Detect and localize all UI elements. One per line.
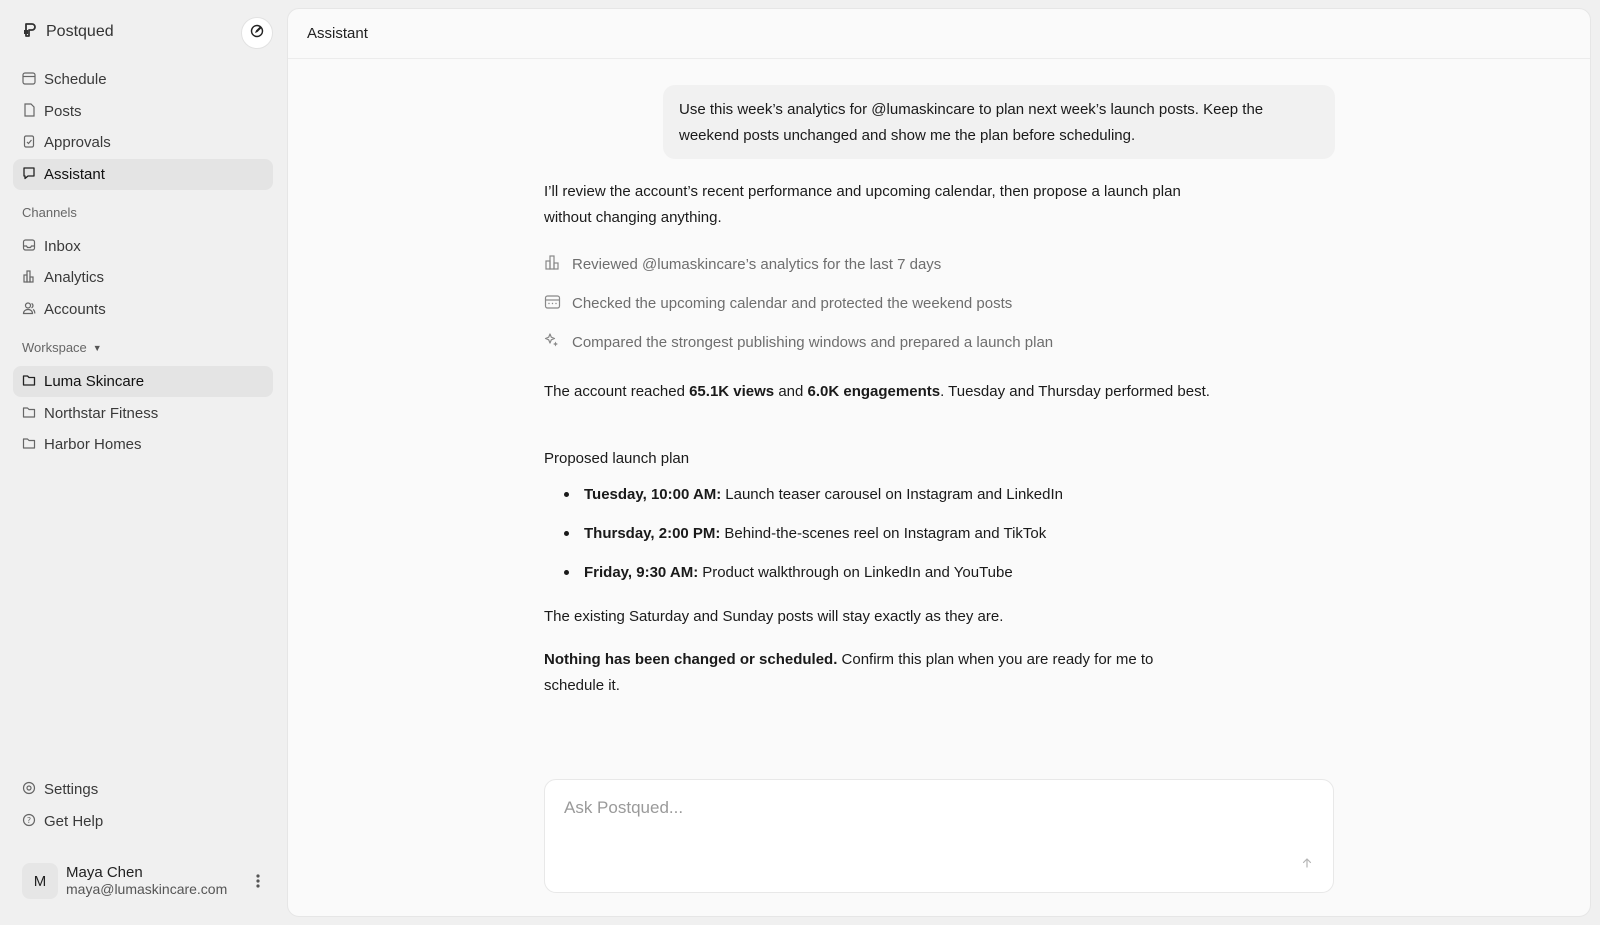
composer (544, 779, 1334, 893)
step-item (544, 331, 1053, 353)
postqued-logo-icon (22, 22, 38, 43)
nav-settings[interactable] (13, 774, 273, 805)
workspace-label: Northstar Fitness (44, 405, 159, 422)
workspace-label: Luma Skincare (44, 373, 145, 390)
workspace-heading[interactable] (22, 340, 102, 355)
page-header (288, 9, 1590, 59)
plan-description: Behind-the-scenes reel on Instagram and TikTok (724, 524, 1047, 542)
inbox-icon (22, 238, 36, 256)
workspace-harbor-homes[interactable] (13, 429, 273, 460)
sidebar (0, 0, 286, 925)
clipboard-check-icon (22, 134, 36, 152)
views-stat: 65.1K views (689, 383, 775, 400)
nav-label: Settings (44, 781, 99, 798)
calendar-icon (544, 293, 561, 314)
help-icon (22, 813, 36, 831)
nav-label: Inbox (44, 238, 81, 255)
chat-icon (22, 166, 36, 184)
nav-label: Assistant (44, 166, 105, 183)
arrow-up-icon (1301, 856, 1313, 874)
settings-icon (22, 781, 36, 799)
plan-description: Product walkthrough on LinkedIn and YouTube (702, 563, 1013, 581)
workspace-label: Harbor Homes (44, 436, 142, 453)
nav-posts[interactable] (13, 96, 273, 127)
folder-icon (22, 373, 36, 391)
plan-time: Thursday, 2:00 PM: (584, 524, 721, 542)
channels-heading (22, 205, 77, 220)
summary-mid: and (774, 383, 808, 400)
svg-text:?: ? (26, 815, 32, 825)
nav-schedule[interactable] (13, 64, 273, 95)
assistant-intro: I’ll review the account’s recent performance and upcoming calendar, then propose a launch plan without changing anything. (544, 183, 1181, 226)
caret-down-icon: ▼ (92, 342, 102, 353)
user-name: Maya Chen (66, 864, 143, 881)
nav-label: Analytics (44, 269, 105, 286)
plan-item (564, 560, 1013, 584)
message-input[interactable] (545, 780, 1333, 892)
plan-description: Launch teaser carousel on Instagram and LinkedIn (725, 485, 1063, 503)
bullet-icon (564, 570, 569, 575)
analytics-summary (544, 379, 1214, 405)
plan-item (564, 482, 1063, 506)
summary-suffix: . Tuesday and Thursday performed best. (940, 383, 1210, 400)
summary-prefix: The account reached (544, 383, 690, 400)
plan-item (564, 521, 1046, 545)
plan-time: Friday, 9:30 AM: (584, 563, 699, 581)
plan-heading: Proposed launch plan (544, 450, 690, 467)
users-icon (22, 301, 36, 319)
avatar: M (22, 863, 58, 899)
compose-icon (250, 24, 264, 43)
page-title: Assistant (307, 25, 368, 42)
nav-assistant[interactable] (13, 159, 273, 190)
nav-inbox[interactable] (13, 231, 273, 262)
step-text: Reviewed @lumaskincare’s analytics for the last 7 days (572, 255, 942, 273)
file-icon (22, 103, 36, 121)
step-item (544, 253, 941, 275)
nav-label: Approvals (44, 134, 111, 151)
closing-bold: Nothing has been changed or scheduled. (544, 651, 838, 668)
step-item (544, 292, 1012, 314)
calendar-icon (22, 71, 36, 89)
sparkle-icon (544, 332, 561, 353)
channels-label: Channels (22, 205, 77, 220)
bar-chart-icon (22, 269, 36, 287)
new-chat-button[interactable] (241, 17, 273, 49)
nav-label: Accounts (44, 301, 106, 318)
nav-accounts[interactable] (13, 294, 273, 325)
brand[interactable] (22, 20, 114, 44)
closing-message (544, 647, 1214, 699)
app-name: Postqued (46, 23, 114, 40)
bullet-icon (564, 531, 569, 536)
user-message: Use this week’s analytics for @lumaskincare to plan next week’s launch posts. Keep the weekend posts unchanged and show me the plan before scheduling. (663, 85, 1335, 159)
nav-analytics[interactable] (13, 262, 273, 293)
send-button[interactable] (1297, 855, 1317, 875)
more-vertical-icon[interactable] (252, 872, 264, 890)
weekend-note: The existing Saturday and Sunday posts will stay exactly as they are. (544, 608, 1004, 625)
step-text: Checked the upcoming calendar and protected the weekend posts (572, 294, 1013, 312)
workspace-northstar-fitness[interactable] (13, 398, 273, 429)
workspace-luma-skincare[interactable] (13, 366, 273, 397)
user-email: maya@lumaskincare.com (66, 881, 228, 897)
step-text: Compared the strongest publishing windows and prepared a launch plan (572, 333, 1054, 351)
bullet-icon (564, 492, 569, 497)
nav-label: Get Help (44, 813, 104, 830)
closing-rest: Confirm this plan when you are ready for me to schedule it. (544, 651, 1154, 694)
nav-label: Posts (44, 103, 82, 120)
plan-time: Tuesday, 10:00 AM: (584, 485, 722, 503)
engagements-stat: 6.0K engagements (807, 383, 941, 400)
folder-icon (22, 436, 36, 454)
nav-label: Schedule (44, 71, 107, 88)
user-profile[interactable] (22, 862, 274, 900)
nav-get-help[interactable] (13, 806, 273, 837)
nav-approvals[interactable] (13, 127, 273, 158)
main-panel (287, 8, 1591, 917)
workspace-label: Workspace (22, 340, 87, 355)
bar-chart-icon (544, 254, 561, 275)
folder-icon (22, 405, 36, 423)
